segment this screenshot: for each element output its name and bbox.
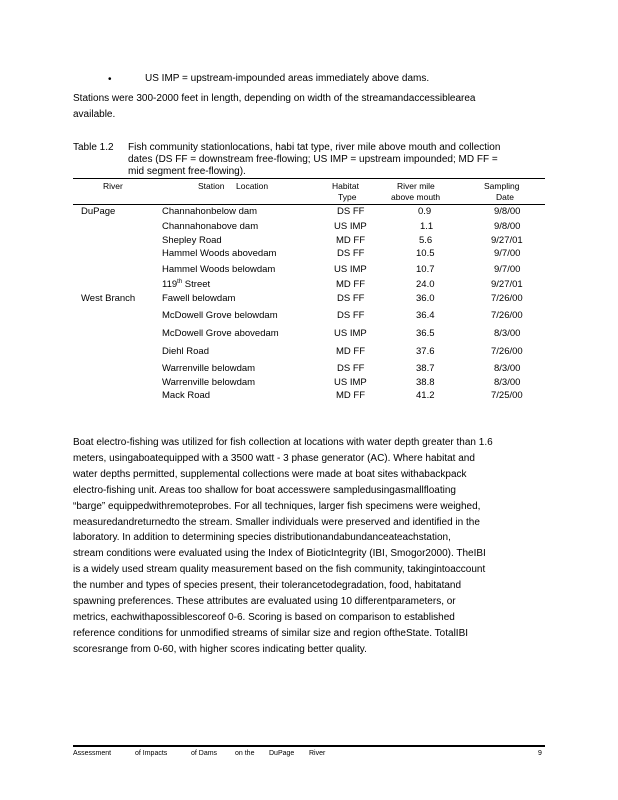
cell-date: 9/7/00 (494, 248, 521, 259)
header-sampling-2: Date (496, 192, 514, 202)
cell-mile: 38.8 (416, 377, 435, 388)
footer-word: of Impacts (135, 750, 168, 757)
cell-station: Channahonbelow dam (162, 206, 258, 217)
table-row (0, 346, 618, 360)
header-station: Station (198, 181, 225, 191)
station-ordinal-suffix: th (177, 279, 183, 285)
table-row (0, 264, 618, 278)
paragraph-line: spawning preferences. These attributes are evaluated using 10 differentparameters, or (73, 596, 456, 608)
header-habitat-1: Habitat (332, 181, 359, 191)
cell-habitat: DS FF (337, 293, 365, 304)
table-row (0, 235, 618, 249)
cell-station: Warrenville belowdam (162, 363, 256, 374)
paragraph-line: is a widely used stream quality measurement based on the fish community, takingintoaccount (73, 564, 486, 576)
table-row (0, 390, 618, 404)
table-caption-line-1: Fish community stationlocations, habi tat type, river mile above mouth and collection (128, 142, 501, 153)
cell-mile: 36.4 (416, 310, 435, 321)
paragraph-line: stream conditions were evaluated using the Index of BioticIntegrity (IBI, Smogor2000). TheIBI (73, 548, 486, 560)
cell-date: 9/8/00 (494, 221, 521, 232)
header-habitat-2: Type (338, 192, 357, 202)
page-number: 9 (538, 750, 542, 757)
paragraph-line: Boat electro-fishing was utilized for fish collection at locations with water depth greater than 1.6 (73, 437, 493, 448)
cell-habitat: MD FF (336, 390, 366, 401)
cell-habitat: DS FF (337, 310, 365, 321)
cell-habitat: DS FF (337, 248, 365, 259)
body-paragraph (73, 435, 545, 658)
paragraph-line: meters, usingaboatequipped with a 3500 watt - 3 phase generator (AC). Where habitat and (73, 452, 475, 464)
cell-mile: 24.0 (416, 279, 435, 290)
cell-station: Shepley Road (162, 235, 222, 246)
paragraph-line: water depths permitted, supplemental collections were made at boat sites withabackpack (73, 468, 467, 480)
cell-mile: 37.6 (416, 346, 435, 357)
table-header-rule (73, 204, 545, 205)
footer-word: Assessment (73, 750, 112, 757)
cell-river: DuPage (81, 206, 116, 217)
paragraph-line: metrics, eachwithapossiblescoreof 0-6. Scoring is based on comparison to established (73, 611, 455, 623)
header-sampling-1: Sampling (484, 181, 520, 191)
cell-habitat: MD FF (336, 346, 366, 357)
cell-date: 9/7/00 (494, 264, 521, 275)
cell-date: 7/26/00 (491, 310, 523, 321)
paragraph-line: “barge” equippedwithremoteprobes. For all techniques, larger fish specimens were weighed, (73, 500, 481, 512)
cell-habitat: US IMP (334, 328, 367, 339)
cell-habitat: DS FF (337, 206, 365, 217)
table-row (0, 377, 618, 391)
table-row (0, 248, 618, 262)
table-caption-line-3: mid segment free-flowing). (128, 166, 246, 177)
paragraph-line: scoresrange from 0-60, with higher scores indicating better quality. (73, 643, 367, 655)
cell-date: 9/27/01 (491, 279, 523, 290)
table-top-rule (73, 178, 545, 179)
paragraph-line: reference conditions for unmodified streams of similar size and region oftheState. TotalIBI (73, 627, 469, 639)
paragraph-line: electro-fishing unit. Areas too shallow for boat accesswere sampledusingasmallfloating (73, 484, 456, 496)
table-row (0, 328, 618, 342)
cell-date: 8/3/00 (494, 363, 521, 374)
cell-habitat: US IMP (334, 264, 367, 275)
header-rivermile-2: above mouth (391, 192, 441, 202)
paragraph-line: measuredandreturnedto the stream. Smaller individuals were preserved and identified in the (73, 516, 480, 528)
table-row (0, 293, 618, 307)
paragraph-line: the number and types of species present, their tolerancetodegradation, food, habitatand (73, 580, 462, 592)
cell-habitat: US IMP (334, 221, 367, 232)
cell-date: 8/3/00 (494, 328, 521, 339)
cell-station: Channahonabove dam (162, 221, 259, 232)
cell-station: Hammel Woods belowdam (162, 264, 276, 275)
cell-mile: 10.5 (416, 248, 435, 259)
footer-word: of Dams (191, 750, 218, 757)
header-river: River (103, 181, 123, 191)
cell-station: Diehl Road (162, 346, 209, 357)
table-caption-label: Table 1.2 (73, 142, 114, 153)
intro-line-2: available. (73, 109, 116, 120)
footer-word: River (309, 750, 326, 757)
cell-mile: 38.7 (416, 363, 435, 374)
bullet-marker: • (108, 74, 112, 85)
cell-date: 9/27/01 (491, 235, 523, 246)
header-rivermile-1: River mile (397, 181, 435, 191)
cell-station (162, 279, 210, 290)
table-row (0, 279, 618, 293)
cell-date: 7/26/00 (491, 293, 523, 304)
cell-date: 9/8/00 (494, 206, 521, 217)
station-street: Street (182, 279, 211, 291)
footer-rule (73, 745, 545, 747)
cell-station: McDowell Grove belowdam (162, 310, 278, 321)
cell-station: Hammel Woods abovedam (162, 248, 277, 259)
intro-line-1: Stations were 300-2000 feet in length, depending on width of the streamandaccessiblearea (73, 93, 476, 104)
header-location: Location (236, 181, 269, 191)
cell-mile: 5.6 (419, 235, 433, 246)
cell-station: McDowell Grove abovedam (162, 328, 279, 339)
table-row (0, 310, 618, 324)
cell-date: 8/3/00 (494, 377, 521, 388)
station-number: 119 (162, 279, 178, 291)
table-row (0, 206, 618, 220)
cell-station: Warrenville belowdam (162, 377, 256, 388)
table-caption-line-2: dates (DS FF = downstream free-flowing; US IMP = upstream impounded; MD FF = (128, 154, 498, 165)
cell-mile: 0.9 (418, 206, 432, 217)
cell-mile: 1.1 (420, 221, 434, 232)
cell-habitat: MD FF (336, 235, 366, 246)
cell-date: 7/26/00 (491, 346, 523, 357)
cell-mile: 10.7 (416, 264, 435, 275)
footer-word: on the (235, 750, 255, 757)
cell-river: West Branch (81, 293, 136, 304)
cell-mile: 36.5 (416, 328, 435, 339)
cell-habitat: MD FF (336, 279, 366, 290)
footer-word: DuPage (269, 750, 295, 757)
table-row (0, 221, 618, 235)
bullet-text: US IMP = upstream-impounded areas immediately above dams. (145, 73, 430, 84)
table-row (0, 363, 618, 377)
cell-date: 7/25/00 (491, 390, 523, 401)
cell-mile: 36.0 (416, 293, 435, 304)
cell-habitat: US IMP (334, 377, 367, 388)
paragraph-line: laboratory. In addition to determining species distributionandabundanceateachstation, (73, 532, 451, 544)
cell-mile: 41.2 (416, 390, 435, 401)
cell-station: Mack Road (162, 390, 211, 401)
cell-habitat: DS FF (337, 363, 365, 374)
cell-station: Fawell belowdam (162, 293, 236, 304)
